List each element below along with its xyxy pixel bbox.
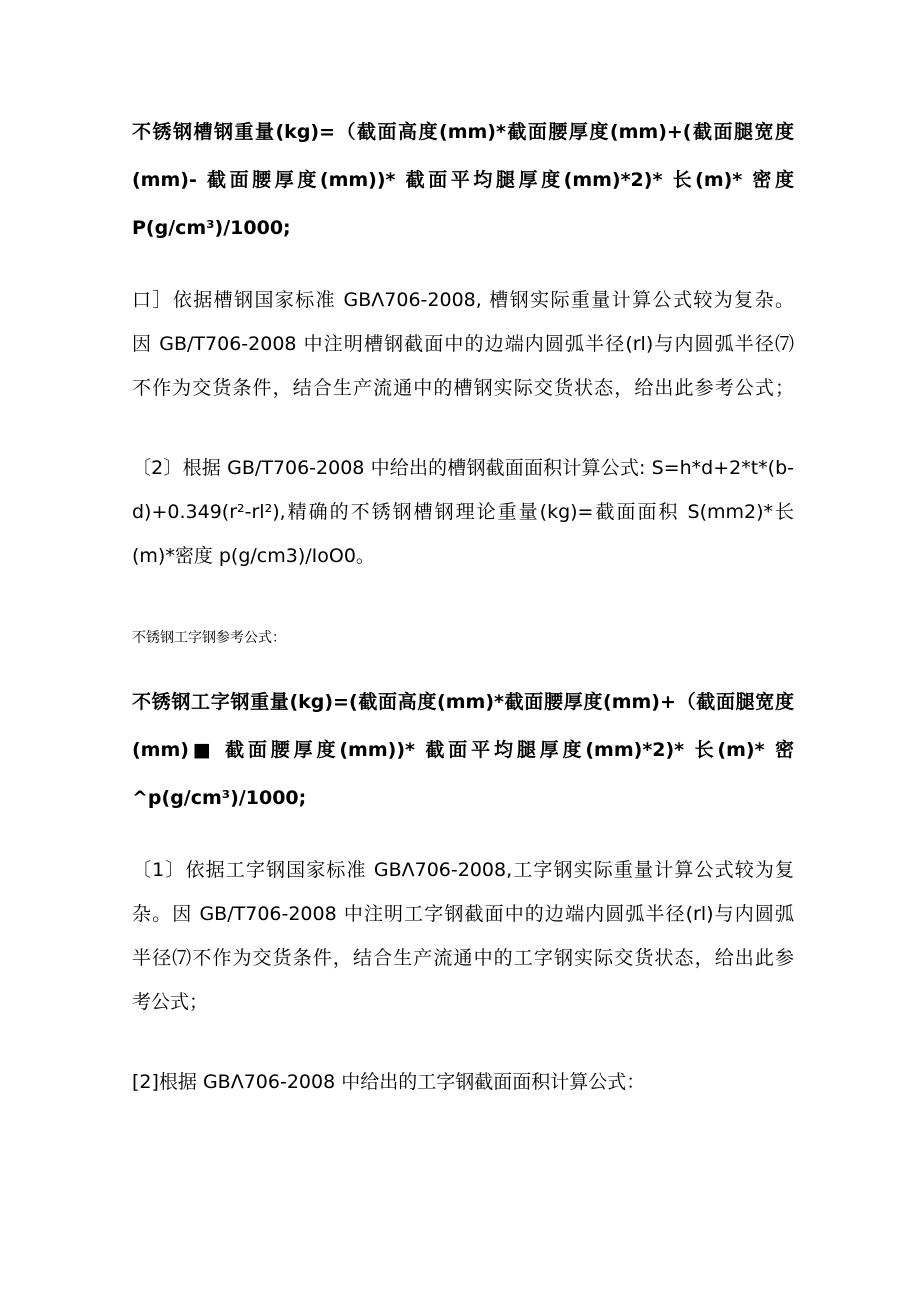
note-line: d)+0.349(r²-rl²),精确的不锈钢槽钢理论重量(kg)=截面面积 S(mm2)*长	[132, 501, 794, 523]
note-line: 杂。因 GB/T706-2008 中注明工字钢截面中的边端内圆弧半径(rl)与内圆弧	[132, 903, 794, 925]
formula-line: ^p(g∕cm³)∕1000;	[132, 787, 307, 809]
note-line: 因 GB/T706-2008 中注明槽钢截面中的边端内圆弧半径(rl)与内圆弧半径⑺	[132, 333, 794, 355]
note-line: 〔1〕依据工字钢国家标准 GBΛ706-2008,工字钢实际重量计算公式较为复	[132, 859, 794, 881]
formula-line: P(g∕cm³)∕1000;	[132, 217, 291, 239]
ibeam-note-2	[132, 1060, 794, 1104]
formula-line: (mm)- 截面腰厚度(mm))* 截面平均腿厚度(mm)*2)* 长(m)* 密度	[132, 169, 794, 191]
formula-line: 不锈钢工字钢重量(kg)=(截面高度(mm)*截面腰厚度(mm)+（截面腿宽度	[132, 691, 794, 713]
note-line: (m)*密度 p(g∕cm3)/IoO0。	[132, 545, 375, 567]
note-line: 不作为交货条件，结合生产流通中的槽钢实际交货状态，给出此参考公式；	[132, 377, 794, 399]
formula-line: 不锈钢槽钢重量(kg)=（截面高度(mm)*截面腰厚度(mm)+(截面腿宽度	[132, 121, 794, 143]
channel-note-1	[132, 278, 794, 410]
note-line: 口］依据槽钢国家标准 GBΛ706-2008, 槽钢实际重量计算公式较为复杂。	[132, 289, 794, 311]
ibeam-note-1	[132, 848, 794, 1024]
note-line: 半径⑺不作为交货条件，结合生产流通中的工字钢实际交货状态，给出此参	[132, 947, 794, 969]
formula-line: (mm)■ 截面腰厚度(mm))* 截面平均腿厚度(mm)*2)* 长(m)* 密	[132, 739, 794, 761]
note-line: [2]根据 GBΛ706-2008 中给出的工字钢截面面积计算公式：	[132, 1071, 646, 1093]
note-line: 考公式；	[132, 991, 209, 1013]
ibeam-heading	[132, 626, 794, 650]
ibeam-weight-formula	[132, 678, 794, 822]
channel-weight-formula	[132, 108, 794, 252]
section-heading: 不锈钢工字钢参考公式：	[132, 630, 286, 646]
channel-note-2	[132, 446, 794, 578]
note-line: 〔2〕根据 GB/T706-2008 中给出的槽钢截面面积计算公式: S=h*d+2*t*(b-	[132, 457, 794, 479]
